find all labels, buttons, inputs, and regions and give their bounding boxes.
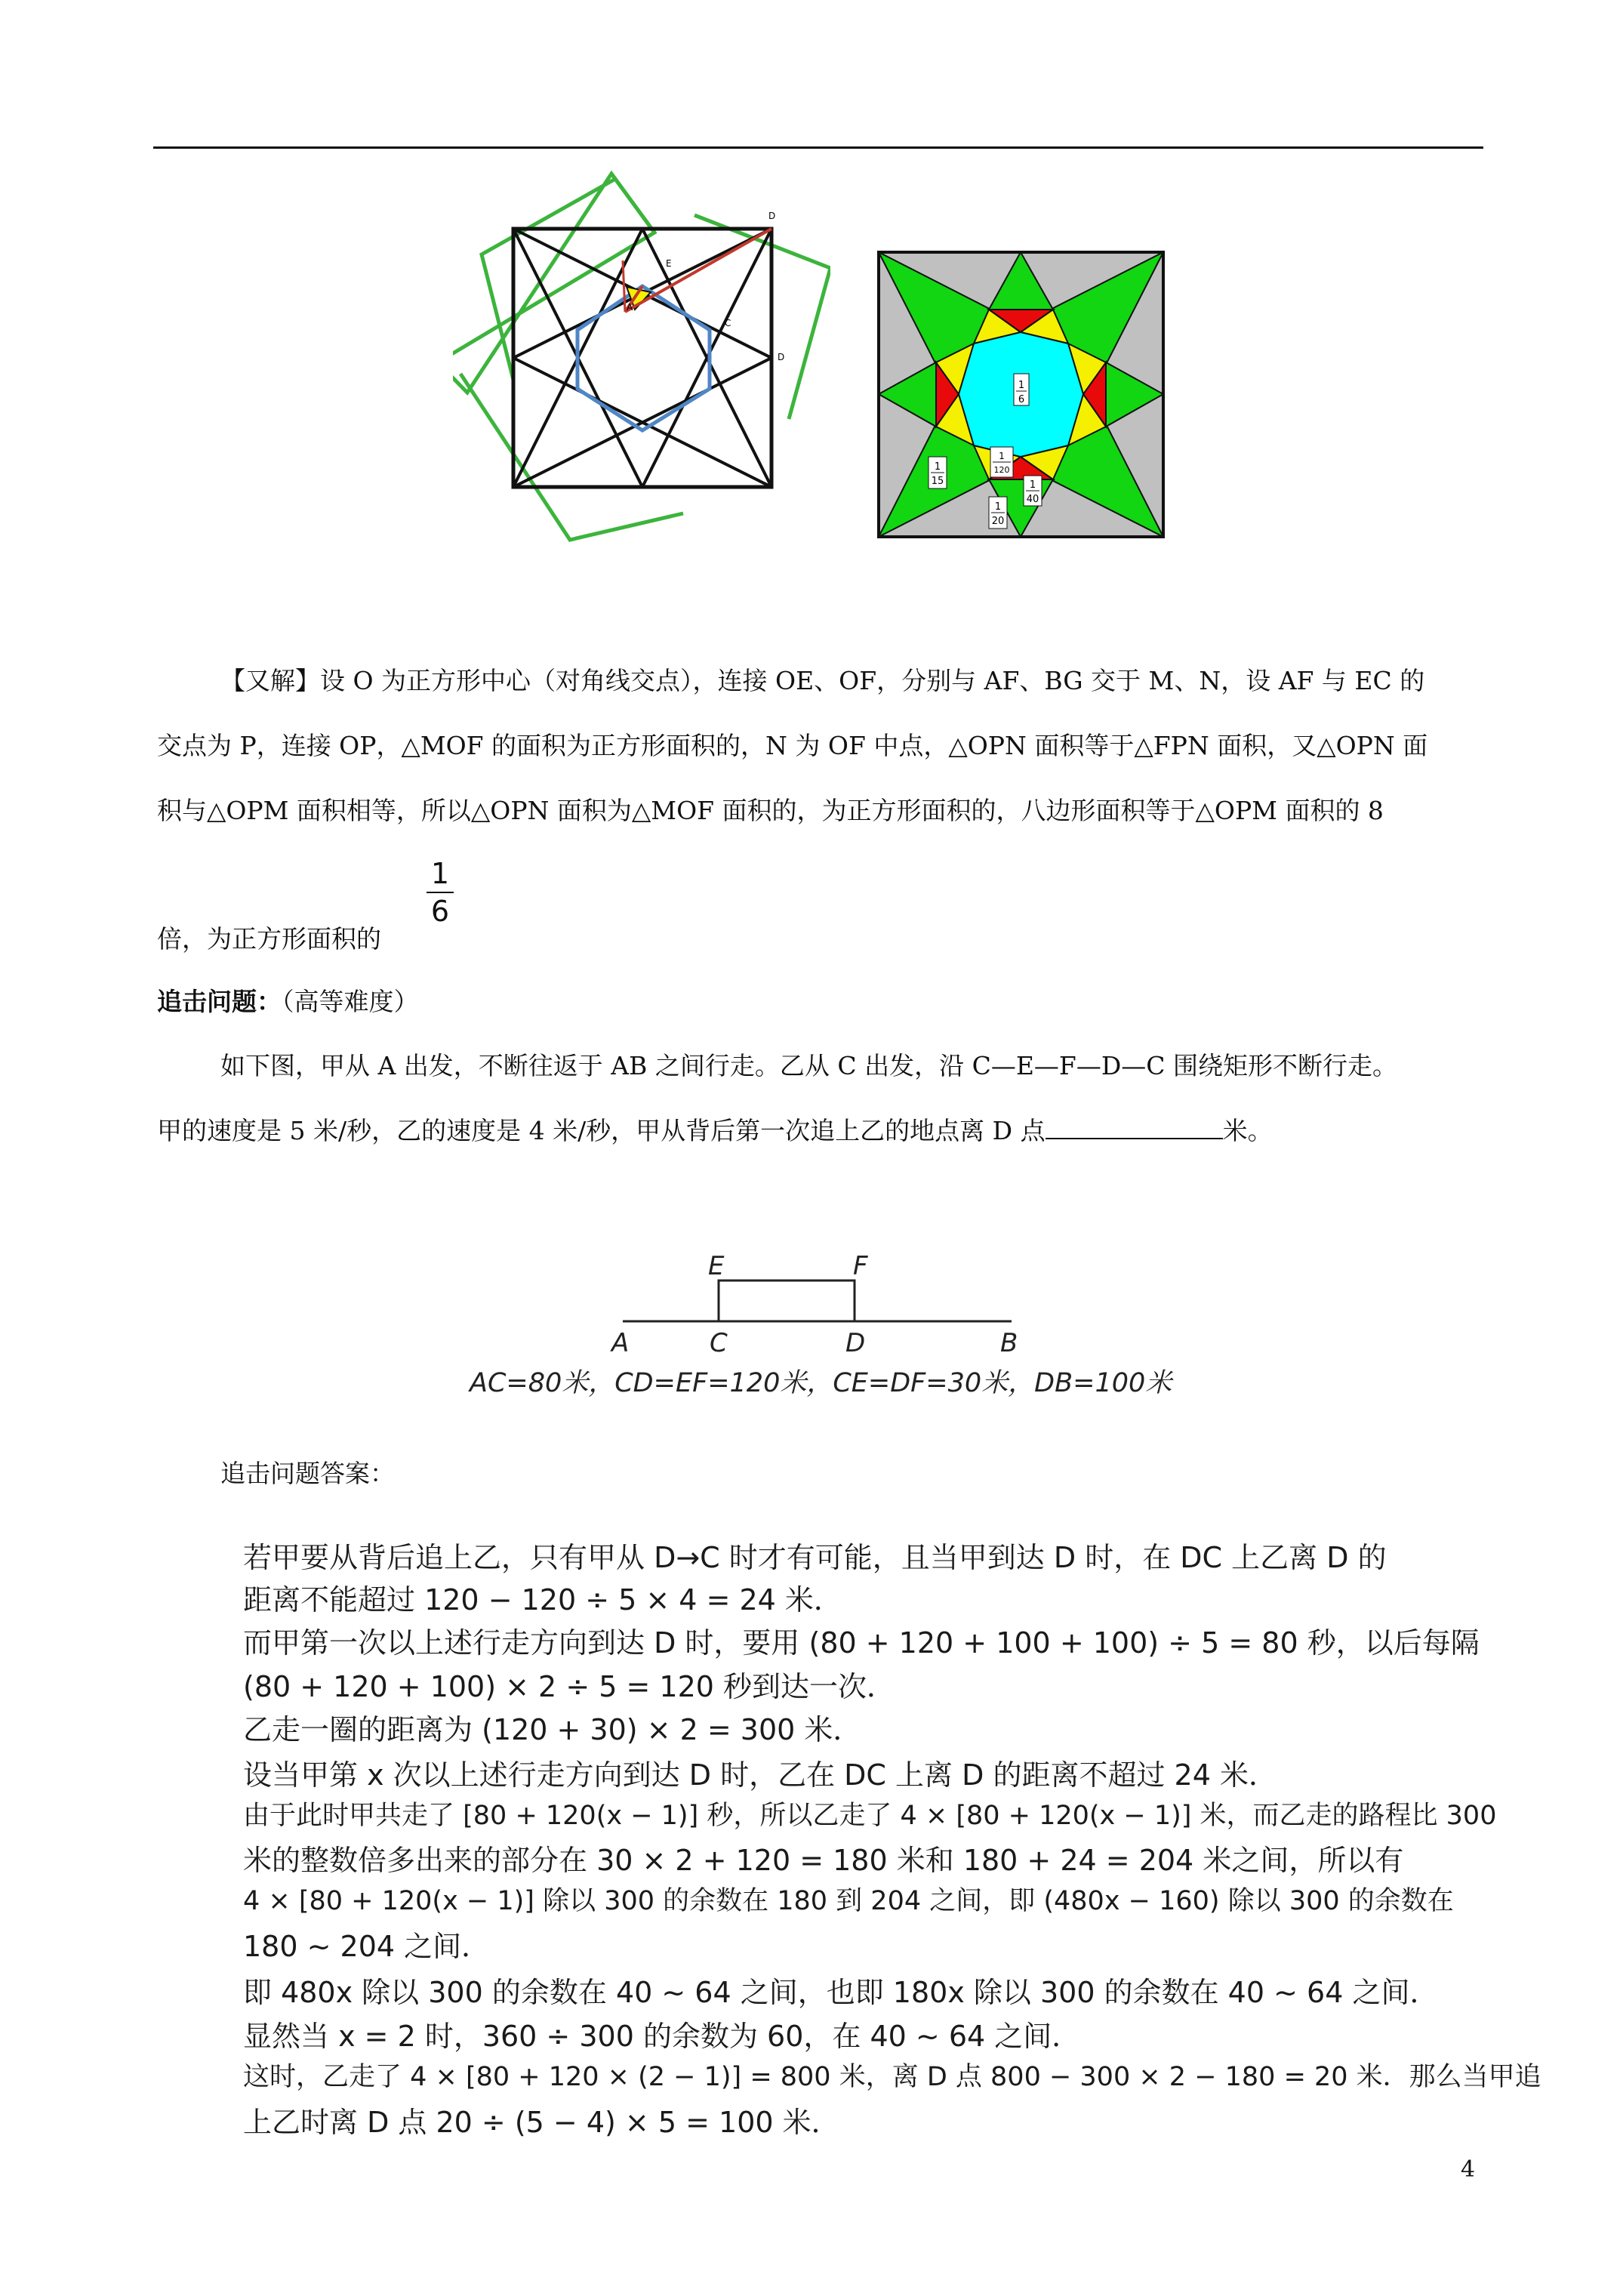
label-e: E	[708, 1251, 725, 1281]
solution-line-1: 【又解】设 O 为正方形中心（对角线交点），连接 OE、OF，分别与 AF、BG 交于 M、N，设 AF 与 EC 的	[220, 666, 1425, 695]
outer-square	[513, 229, 771, 487]
problem-line-2-unit: 米。	[1222, 1116, 1273, 1145]
label-d-right: D	[778, 352, 785, 362]
page-number: 4	[1461, 2156, 1476, 2183]
colored-star-figure	[876, 249, 1166, 540]
svg-text:40: 40	[1026, 494, 1039, 505]
svg-text:1: 1	[1018, 380, 1025, 391]
problem-difficulty: （高等难度）	[282, 987, 419, 1016]
answer-blank	[1046, 1115, 1223, 1139]
answer-line-9: 4 × [80 + 120(x − 1)] 除以 300 的余数在 180 到 204 之间，即 (480x − 160) 除以 300 的余数在	[243, 1886, 1454, 1916]
fraction-numerator: 1	[430, 857, 450, 890]
fraction-denominator: 6	[430, 895, 450, 928]
svg-text:6: 6	[1018, 394, 1025, 405]
svg-text:1: 1	[934, 461, 941, 473]
answer-line-14: 上乙时离 D 点 20 ÷ (5 − 4) × 5 = 100 米．	[243, 2106, 840, 2139]
solution-line-4: 倍，为正方形面积的	[157, 924, 381, 954]
answer-line-13: 这时，乙走了 4 × [80 + 120 × (2 − 1)] = 800 米，离 D 点 800 − 300 × 2 − 180 = 20 米．那么当甲追	[243, 2062, 1541, 2092]
svg-text:1: 1	[999, 451, 1005, 461]
header-rule	[153, 146, 1483, 149]
label-a: A	[611, 1328, 630, 1358]
answer-line-4: (80 + 120 + 100) × 2 ÷ 5 = 120 秒到达一次．	[243, 1670, 896, 1703]
answer-line-12: 显然当 x = 2 时，360 ÷ 300 的余数为 60，在 40 ~ 64 之间．	[243, 2020, 1081, 2053]
answer-line-10: 180 ~ 204 之间．	[243, 1930, 491, 1963]
label-c: C	[710, 1328, 728, 1358]
problem-heading: 追击问题：	[157, 987, 282, 1016]
blue-octagon	[577, 286, 710, 430]
svg-text:1: 1	[994, 501, 1002, 513]
label-d: D	[845, 1328, 866, 1358]
svg-text:15: 15	[931, 476, 944, 487]
solution-line-3: 积与△OPM 面积相等，所以△OPN 面积为△MOF 面积的，为正方形面积的，八边形面积等于△OPM 面积的 8	[157, 796, 1384, 825]
answer-line-5: 乙走一圈的距离为 (120 + 30) × 2 = 300 米．	[243, 1713, 862, 1746]
problem-heading-row	[157, 985, 419, 1019]
problem-line-2-text: 甲的速度是 5 米/秒，乙的速度是 4 米/秒，甲从背后第一次追上乙的地点离 D 点	[157, 1116, 1046, 1145]
answer-line-7: 由于此时甲共走了 [80 + 120(x − 1)] 秒，所以乙走了 4 × [80 + 120(x − 1)] 米，而乙走的路程比 300	[243, 1801, 1497, 1831]
svg-text:20: 20	[991, 516, 1005, 527]
answer-line-11: 即 480x 除以 300 的余数在 40 ~ 64 之间，也即 180x 除以 300 的余数在 40 ~ 64 之间．	[243, 1976, 1439, 2009]
answer-heading: 追击问题答案：	[220, 1459, 395, 1488]
track-rectangle	[719, 1281, 855, 1321]
answer-line-1: 若甲要从背后追上乙，只有甲从 D→C 时才有可能，且当甲到达 D 时，在 DC 上乙离 D 的	[243, 1541, 1387, 1574]
problem-line-1: 如下图，甲从 A 出发，不断往返于 AB 之间行走。乙从 C 出发，沿 C—E—F—D—C 围绕矩形不断行走。	[220, 1051, 1398, 1080]
answer-line-3: 而甲第一次以上述行走方向到达 D 时，要用 (80 + 120 + 100 + 100) ÷ 5 = 80 秒，以后每隔	[243, 1626, 1480, 1660]
label-b: B	[1000, 1328, 1018, 1358]
solution-line-2: 交点为 P，连接 OP，△MOF 的面积为正方形面积的，N 为 OF 中点，△OPN 面积等于△FPN 面积，又△OPN 面	[157, 731, 1428, 760]
label-c: C	[725, 318, 731, 328]
answer-line-6: 设当甲第 x 次以上述行走方向到达 D 时，乙在 DC 上离 D 的距离不超过 24 米．	[243, 1758, 1277, 1792]
answer-line-2: 距离不能超过 120 − 120 ÷ 5 × 4 = 24 米．	[243, 1583, 842, 1616]
label-a: A	[627, 302, 633, 313]
label-f: F	[853, 1251, 868, 1281]
label-e: E	[666, 258, 672, 269]
svg-text:1: 1	[1029, 479, 1036, 491]
label-d-top: D	[768, 211, 776, 221]
star-lines	[513, 229, 771, 487]
problem-line-2	[157, 1114, 1273, 1148]
star-construction-figure	[453, 170, 830, 555]
svg-text:120: 120	[993, 465, 1010, 475]
track-caption: AC=80米，CD=EF=120米，CE=DF=30米，DB=100米	[470, 1368, 1172, 1398]
fraction-one-sixth	[427, 857, 454, 928]
track-diagram	[453, 1246, 1208, 1404]
answer-line-8: 米的整数倍多出来的部分在 30 × 2 + 120 = 180 米和 180 + 24 = 204 米之间，所以有	[243, 1844, 1404, 1877]
green-square-top-left	[482, 179, 654, 380]
